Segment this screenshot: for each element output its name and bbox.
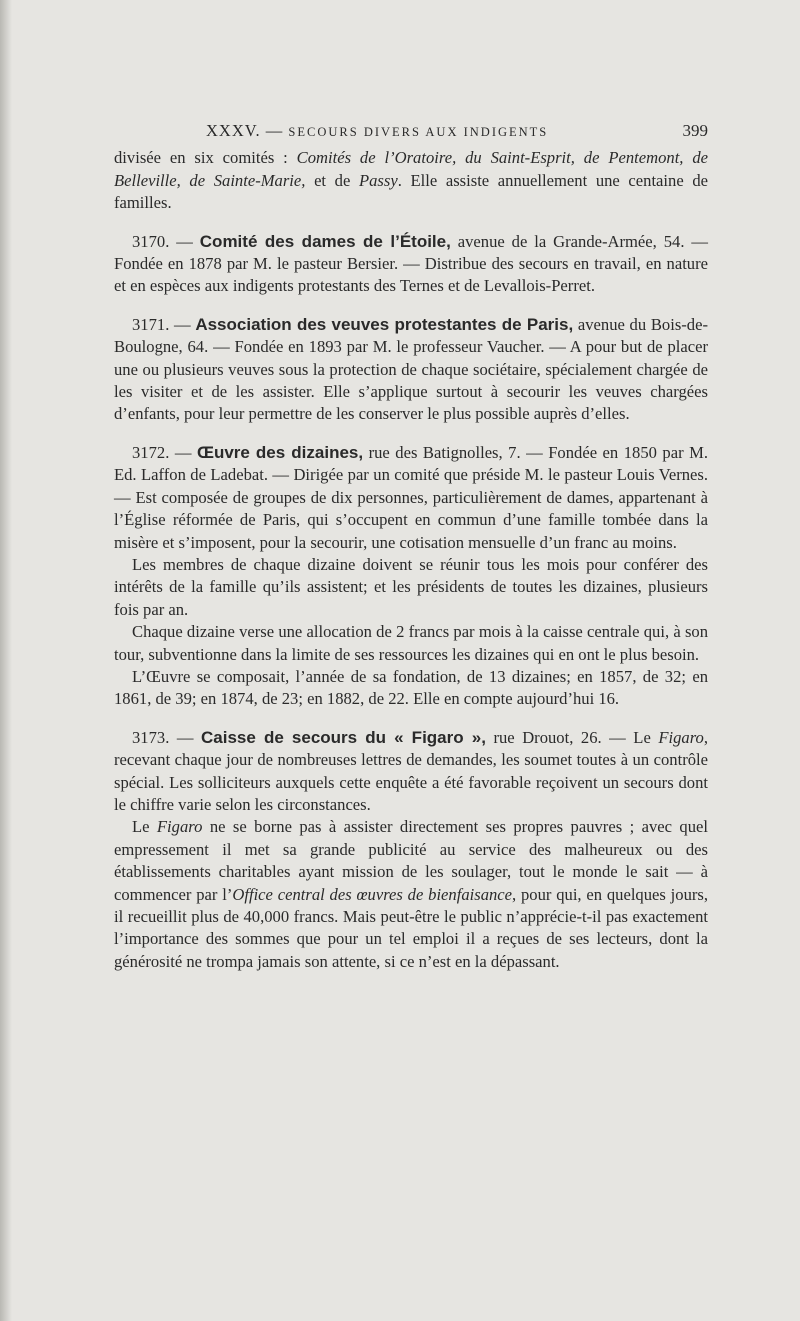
intro-paragraph: divisée en six comités : Comités de l’Oratoire, du Saint-Esprit, de Pentemont, de Belleville, de Sainte-Marie, et de Passy. Elle assiste annuellement une centaine de familles. [114,148,708,213]
entry-3173-paragraph-2: Le Figaro ne se borne pas à assister directement ses propres pauvres ; avec quel empressement il met sa grande publicité au service des malheureux ou des établissements charitables ayant mission de les soulager, tout le monde le sait — à commencer par l’Office central des œuvres de bienfaisance, pour qui, en quelques jours, il recueillit plus de 40,000 francs. Mais peut-être le public n’apprécie-t-il pas exactement l’importance des sommes que pour un tel emploi il a reçues de ses lecteurs, dont la générosité ne trompa jamais son attente, si ce n’est en la dépassant. [114,817,709,971]
page-number: 399 [682,121,708,140]
entry-3171-title: Association des veuves protestantes de Paris, [195,314,574,334]
entry-3172-title: Œuvre des dizaines, [196,442,364,462]
entry-3172: 3172. — Œuvre des dizaines, rue des Batignolles, 7. — Fondée en 1850 par M. Ed. Laffon de Ladebat. — Dirigée par un comité que préside M. le pasteur Louis Vernes. — Est composée de groupes de dix personnes, particulièrement de dames, appartenant à l’Église réformée de Paris, qui s’occupent en commun d’une famille tombée dans la misère et s’imposent, pour la secourir, une cotisation mensuelle d’un franc au moins. [114,442,709,552]
running-head [114,120,708,143]
entry-3172-paragraph-4: L’Œuvre se composait, l’année de sa fondation, de 13 dizaines; en 1857, de 32; en 1861, de 39; en 1874, de 23; en 1882, de 22. Elle en compte aujourd’hui 16. [114,666,708,709]
page-content [114,120,708,973]
page-edge-shadow [0,0,12,1321]
entry-3170: 3170. — Comité des dames de l’Étoile, avenue de la Grande-Armée, 54. — Fondée en 1878 par M. le pasteur Bersier. — Distribue des secours en travail, en nature et en espèces aux indigents protestants des Ternes et de Levallois-Perret. [114,231,708,296]
entry-3171: 3171. — Association des veuves protestantes de Paris, avenue du Bois-de-Boulogne, 64. — Fondée en 1893 par M. le professeur Vaucher. — A pour but de placer une ou plusieurs veuves sous la protection de chaque sociétaire, spécialement chargée de les visiter et de les assister. Elle s’applique surtout à secourir les veuves chargées d’enfants, pour leur permettre de les conserver le plus possible auprès d’elles. [114,314,708,424]
chapter-title: XXXV. — SECOURS DIVERS AUX INDIGENTS [206,121,549,140]
entry-3172-paragraph-2: Les membres de chaque dizaine doivent se réunir tous les mois pour conférer des intérêts de la famille qu’ils assistent; et les présidents de toutes les dizaines, plusieurs fois par an. [114,554,708,619]
entry-3173-title: Caisse de secours du « Figaro », [201,727,486,747]
entry-3173: 3173. — Caisse de secours du « Figaro », rue Drouot, 26. — Le Figaro, recevant chaque jour de nombreuses lettres de demandes, les soumet toutes à un contrôle spécial. Les solliciteurs auxquels cette enquête a été favorable reçoivent un secours dont le chiffre varie selon les circonstances. [114,727,708,814]
entry-3172-paragraph-3: Chaque dizaine verse une allocation de 2 francs par mois à la caisse centrale qui, à son tour, subventionne dans la limite de ses ressources les dizaines qui en ont le plus besoin. [114,622,708,664]
entry-3170-title: Comité des dames de l’Étoile, [199,231,451,251]
